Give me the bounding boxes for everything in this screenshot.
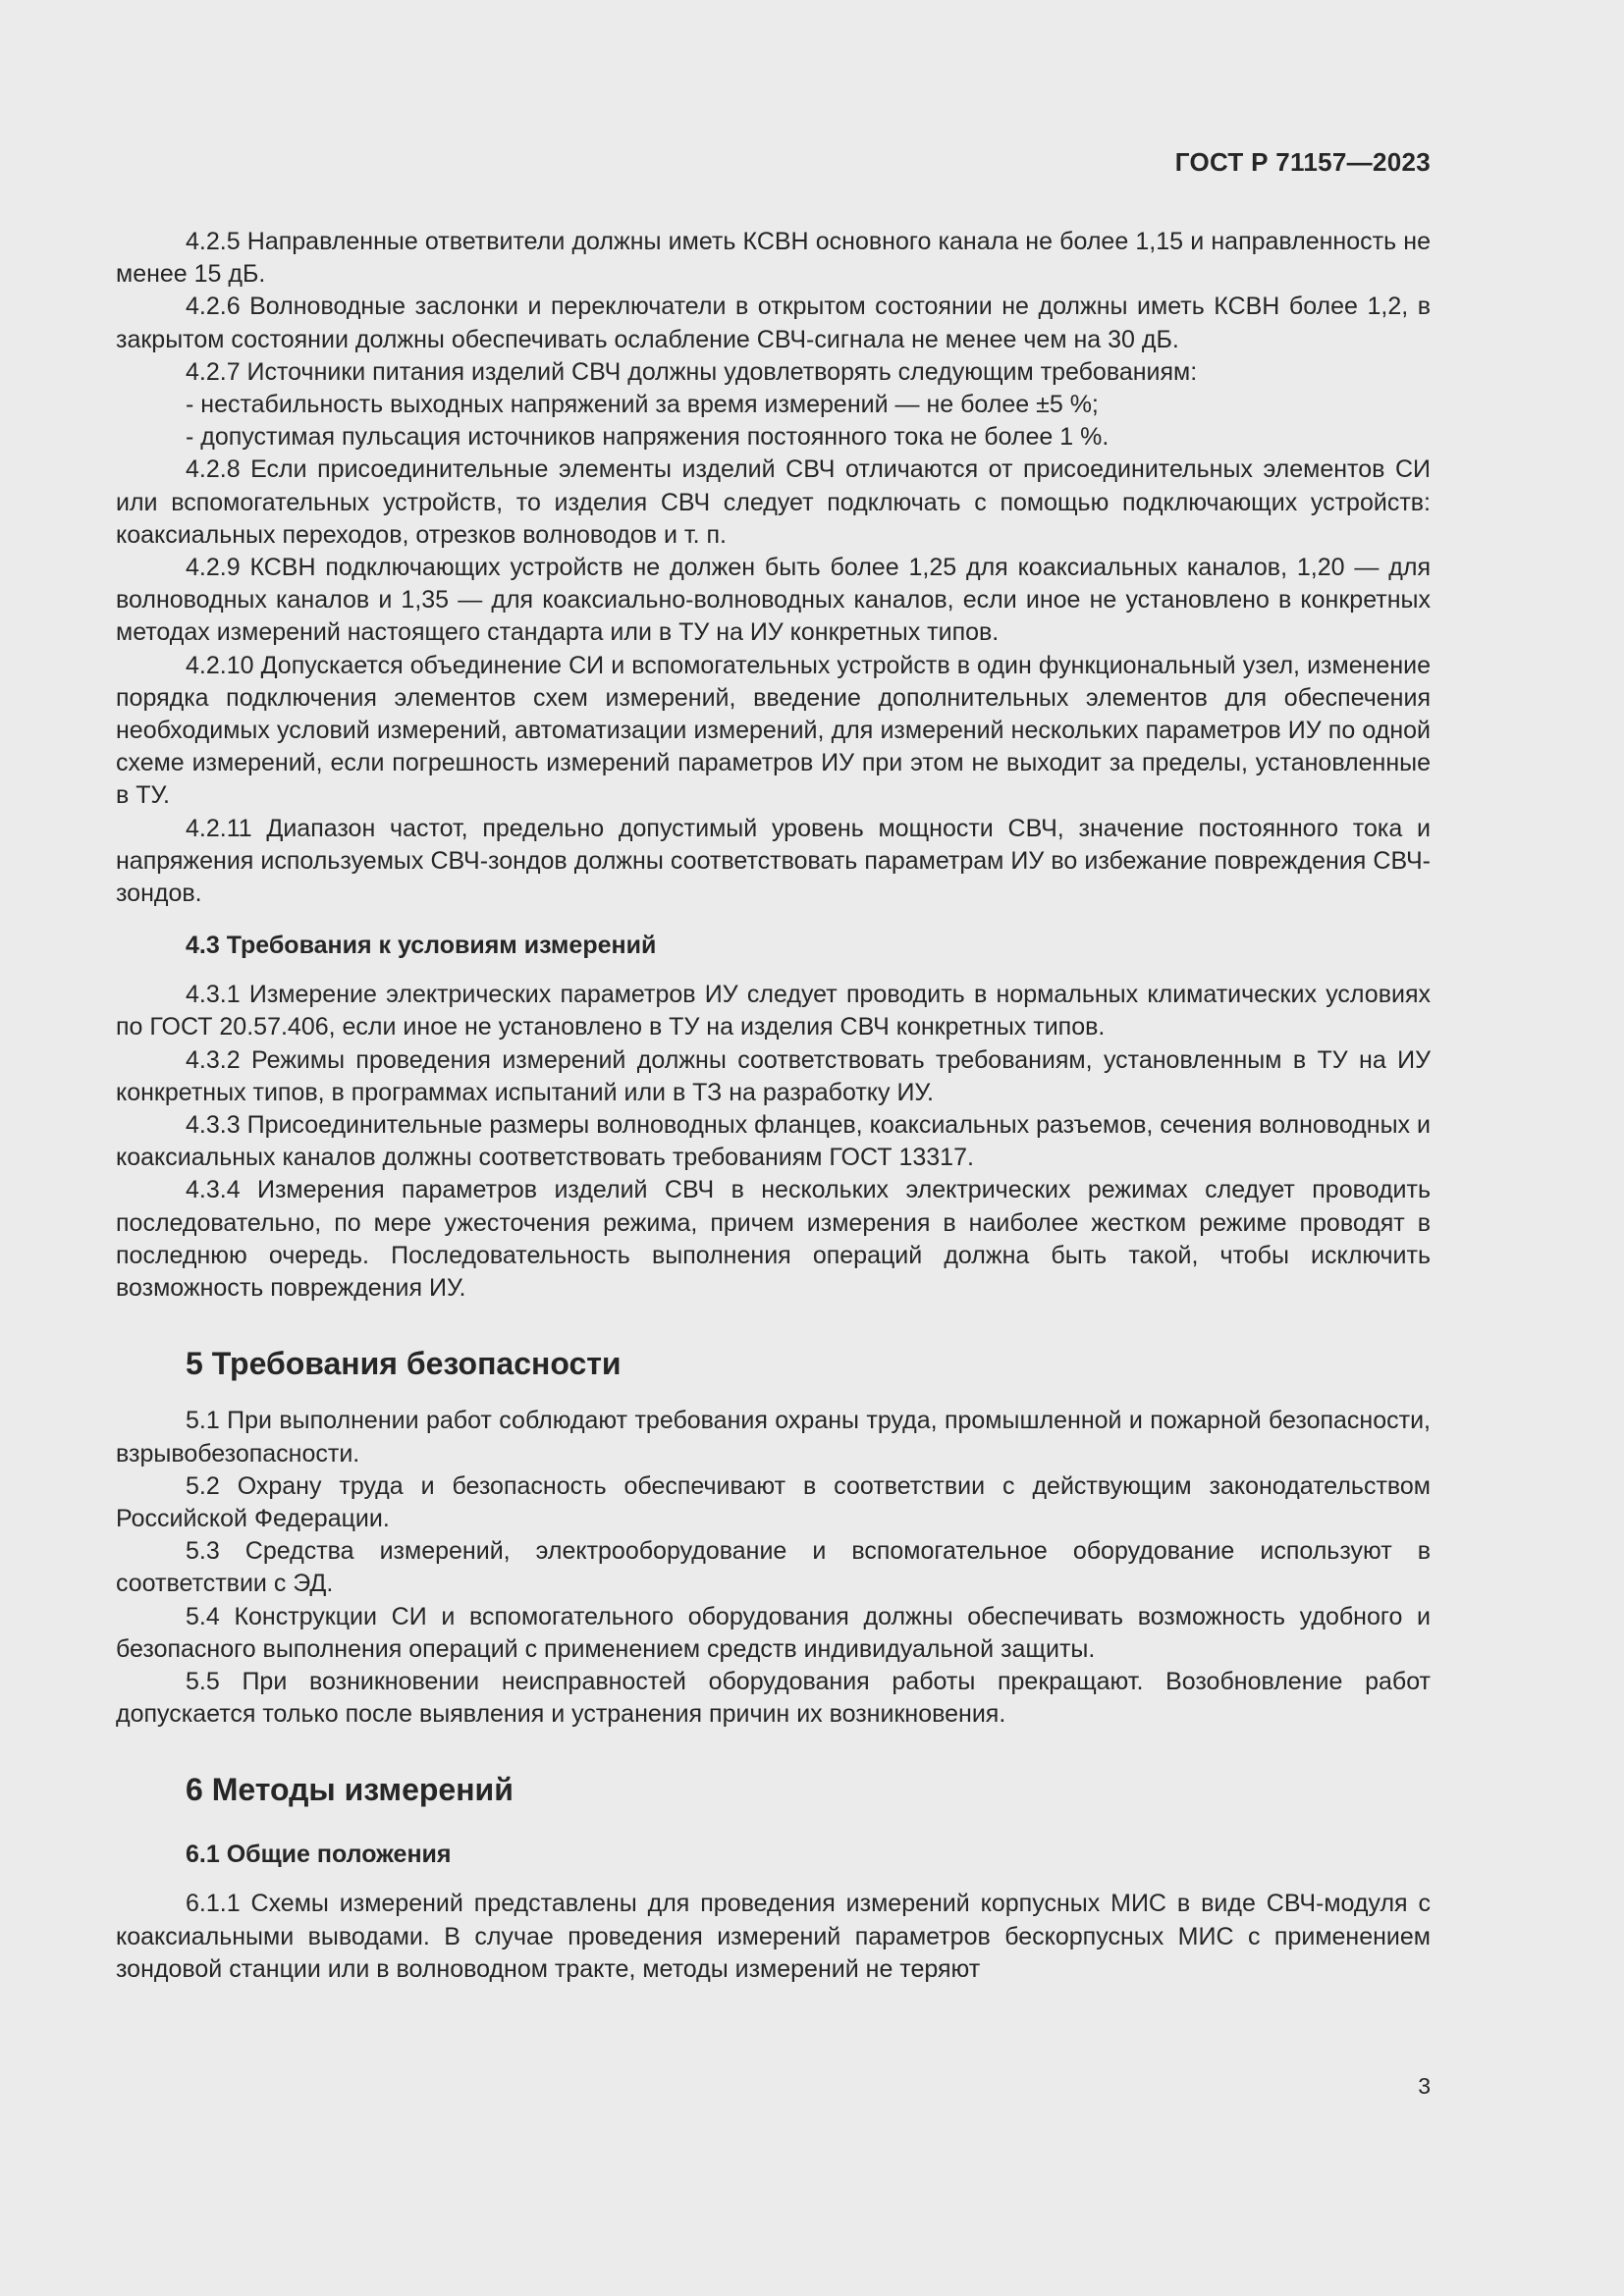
paragraph-4-2-9: 4.2.9 КСВН подключающих устройств не должен быть более 1,25 для коаксиальных каналов, 1,20 — для волноводных каналов и 1,35 — для коаксиально-волноводных каналов, если иное не установлено в конкретных методах измерений настоящего стандарта или в ТУ на ИУ конкретных типов. <box>116 554 1431 647</box>
paragraph-4-2-6: 4.2.6 Волноводные заслонки и переключатели в открытом состоянии не должны иметь КСВН более 1,2, в закрытом состоянии должны обеспечивать ослабление СВЧ-сигнала не менее чем на 30 дБ. <box>116 293 1431 353</box>
heading-6-1: 6.1 Общие положения <box>186 1841 452 1869</box>
paragraph-4-3-3: 4.3.3 Присоединительные размеры волноводных фланцев, коаксиальных разъемов, сечения волноводных и коаксиальных каналов должны соответствовать требованиям ГОСТ 13317. <box>116 1111 1431 1172</box>
heading-section-6: 6 Методы измерений <box>186 1772 514 1808</box>
heading-4-3: 4.3 Требования к условиям измерений <box>186 932 657 960</box>
document-body <box>116 226 1431 1986</box>
paragraph-5-5: 5.5 При возникновении неисправностей оборудования работы прекращают. Возобновление работ допускается только после выявления и устранения причин их возникновения. <box>116 1667 1431 1729</box>
paragraph-4-2-8: 4.2.8 Если присоединительные элементы изделий СВЧ отличаются от присоединительных элементов СИ или вспомогательных устройств, то изделия СВЧ следует подключать с помощью подключающих устройств: коаксиальных переходов, отрезков волноводов и т. п. <box>116 455 1431 549</box>
paragraph-5-4: 5.4 Конструкции СИ и вспомогательного оборудования должны обеспечивать возможность удобного и безопасного выполнения операций с применением средств индивидуальной защиты. <box>116 1602 1431 1663</box>
list-item-voltage-instability: - нестабильность выходных напряжений за время измерений — не более ±5 %; <box>186 391 1099 419</box>
paragraph-4-2-10: 4.2.10 Допускается объединение СИ и вспомогательных устройств в один функциональный узел, изменение порядка подключения элементов схем измерений, введение дополнительных элементов для обеспечения необходимых условий измерений, автоматизации измерений, для измерений нескольких параметров ИУ по одной схеме измерений, если погрешность измерений параметров ИУ при этом не выходит за пределы, установленные в ТУ. <box>116 651 1431 810</box>
paragraph-4-2-5: 4.2.5 Направленные ответвители должны иметь КСВН основного канала не более 1,15 и направленность не менее 15 дБ. <box>116 228 1431 289</box>
document-id-header: ГОСТ Р 71157—2023 <box>1174 147 1431 177</box>
paragraph-5-1: 5.1 При выполнении работ соблюдают требования охраны труда, промышленной и пожарной безопасности, взрывобезопасности. <box>116 1407 1431 1468</box>
paragraph-4-3-2: 4.3.2 Режимы проведения измерений должны соответствовать требованиям, установленным в ТУ на ИУ конкретных типов, в программах испытаний или в ТЗ на разработку ИУ. <box>116 1045 1431 1106</box>
paragraph-4-3-4: 4.3.4 Измерения параметров изделий СВЧ в нескольких электрических режимах следует проводить последовательно, по мере ужесточения режима, причем измерения в наиболее жестком режиме проводят в последнюю очередь. Последовательность выполнения операций должна быть такой, чтобы исключить возможность повреждения ИУ. <box>116 1176 1431 1303</box>
paragraph-4-3-1: 4.3.1 Измерение электрических параметров ИУ следует проводить в нормальных климатических условиях по ГОСТ 20.57.406, если иное не установлено в ТУ на изделия СВЧ конкретных типов. <box>116 981 1431 1041</box>
paragraph-5-3: 5.3 Средства измерений, электрооборудование и вспомогательное оборудование используют в соответствии с ЭД. <box>116 1537 1431 1598</box>
paragraph-5-2: 5.2 Охрану труда и безопасность обеспечивают в соответствии с действующим законодательством Российской Федерации. <box>116 1471 1431 1532</box>
page-number: 3 <box>1418 2073 1431 2099</box>
list-item-ripple: - допустимая пульсация источников напряжения постоянного тока не более 1 %. <box>186 423 1110 452</box>
paragraph-4-2-11: 4.2.11 Диапазон частот, предельно допустимый уровень мощности СВЧ, значение постоянного тока и напряжения используемых СВЧ-зондов должны соответствовать параметрам ИУ во избежание повреждения СВЧ-зондов. <box>116 814 1431 908</box>
paragraph-4-2-7: 4.2.7 Источники питания изделий СВЧ должны удовлетворять следующим требованиям: <box>186 357 1198 386</box>
paragraph-6-1-1: 6.1.1 Схемы измерений представлены для проведения измерений корпусных МИС в виде СВЧ-модуля с коаксиальными выводами. В случае проведения измерений параметров бескорпусных МИС с применением зондовой станции или в волноводном тракте, методы измерений не теряют <box>116 1890 1431 1983</box>
heading-section-5: 5 Требования безопасности <box>186 1346 622 1382</box>
